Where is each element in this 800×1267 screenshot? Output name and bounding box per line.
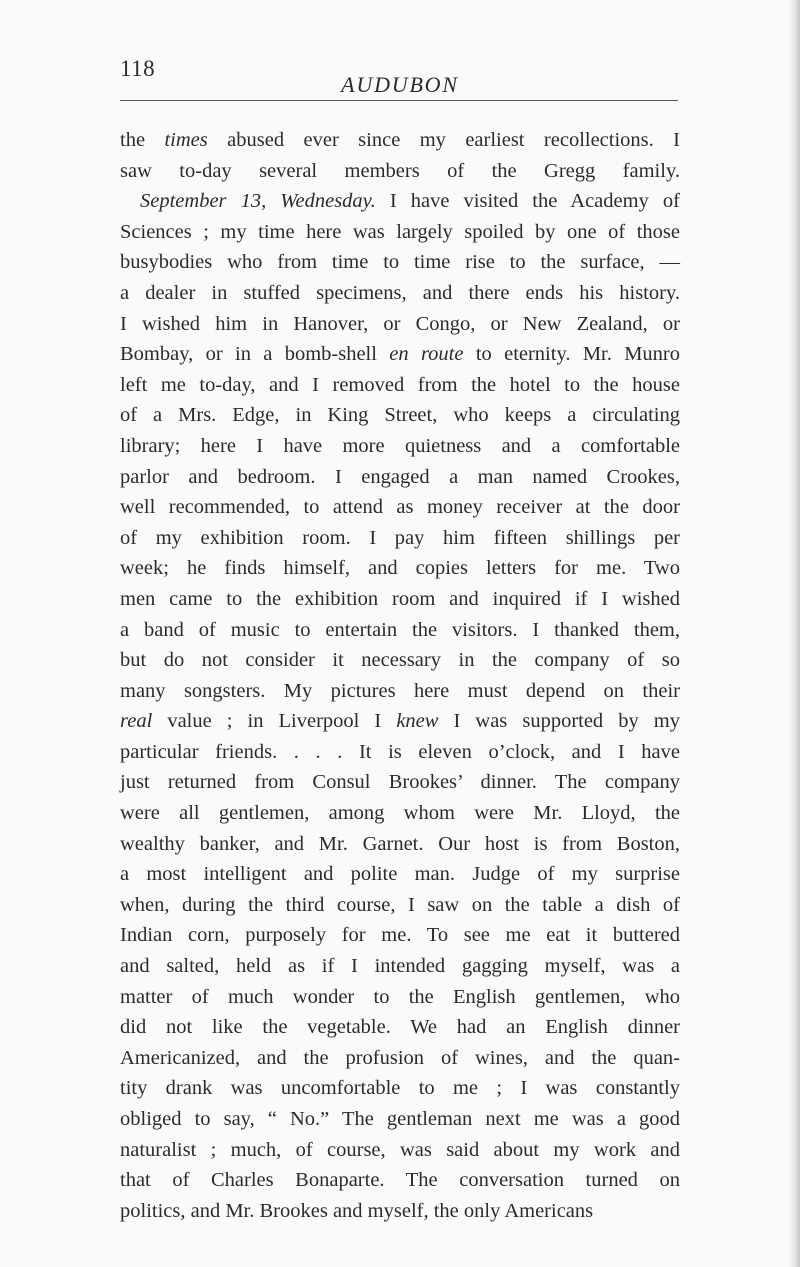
text-line bbox=[120, 309, 680, 340]
text-run: well recommended, to attend as money receiver at the door bbox=[120, 496, 680, 519]
text-run: men came to the exhibition room and inquired if I wished bbox=[120, 587, 680, 610]
text-line bbox=[120, 1043, 680, 1074]
text-run: of my exhibition room. I pay him fifteen shillings per bbox=[120, 526, 680, 549]
running-head: AUDUBON bbox=[341, 72, 459, 97]
body-text bbox=[120, 125, 680, 1226]
text-line bbox=[120, 615, 680, 646]
text-run: that of Charles Bonaparte. The conversation turned on bbox=[120, 1169, 680, 1192]
text-line bbox=[120, 186, 680, 217]
italic-phrase: September 13, Wednesday. bbox=[140, 190, 376, 213]
text-run: tity drank was uncomfortable to me ; I was constantly bbox=[120, 1077, 680, 1100]
italic-phrase: en route bbox=[389, 343, 464, 366]
text-run: did not like the vegetable. We had an English dinner bbox=[120, 1016, 680, 1039]
text-run: a most intelligent and polite man. Judge of my surprise bbox=[120, 863, 680, 886]
text-line bbox=[120, 951, 680, 982]
text-line bbox=[120, 247, 680, 278]
text-line bbox=[120, 1135, 680, 1166]
text-run: a dealer in stuffed specimens, and there ends his history. bbox=[120, 281, 680, 304]
text-line bbox=[120, 523, 680, 554]
text-line bbox=[120, 706, 680, 737]
italic-phrase: knew bbox=[396, 710, 439, 733]
italic-phrase: real bbox=[120, 710, 153, 733]
text-run: many songsters. My pictures here must depend on their bbox=[120, 679, 680, 702]
text-run: I wished him in Hanover, or Congo, or New Zealand, or bbox=[120, 312, 680, 335]
text-line bbox=[120, 767, 680, 798]
text-run: value ; in Liverpool I bbox=[152, 710, 397, 733]
text-run: parlor and bedroom. I engaged a man named Crookes, bbox=[120, 465, 680, 488]
text-run: and salted, held as if I intended gagging myself, was a bbox=[120, 955, 680, 978]
text-run: a band of music to entertain the visitors. I thanked them, bbox=[120, 618, 680, 641]
text-run: just returned from Consul Brookes’ dinner. The company bbox=[120, 771, 680, 794]
text-run: I have visited the Academy of bbox=[375, 190, 680, 213]
page-header bbox=[120, 50, 680, 100]
header-rule bbox=[120, 100, 678, 101]
text-line bbox=[120, 1073, 680, 1104]
text-line bbox=[120, 1196, 680, 1227]
text-line bbox=[120, 278, 680, 309]
text-run: wealthy banker, and Mr. Garnet. Our host is from Boston, bbox=[120, 832, 680, 855]
text-run: matter of much wonder to the English gentlemen, who bbox=[120, 985, 680, 1008]
text-line bbox=[120, 431, 680, 462]
text-line bbox=[120, 890, 680, 921]
text-line bbox=[120, 1012, 680, 1043]
text-line bbox=[120, 492, 680, 523]
text-line bbox=[120, 982, 680, 1013]
text-line bbox=[120, 400, 680, 431]
page-edge-shadow bbox=[788, 0, 800, 1267]
text-run: Sciences ; my time here was largely spoiled by one of those bbox=[120, 220, 680, 243]
text-line bbox=[120, 920, 680, 951]
text-run: naturalist ; much, of course, was said about my work and bbox=[120, 1138, 680, 1161]
text-run: week; he finds himself, and copies letters for me. Two bbox=[120, 557, 680, 580]
text-run: Bombay, or in a bomb-shell bbox=[120, 343, 390, 366]
text-run: were all gentlemen, among whom were Mr. Lloyd, the bbox=[120, 802, 680, 825]
text-line bbox=[120, 737, 680, 768]
text-line bbox=[120, 645, 680, 676]
text-run: I was supported by my bbox=[438, 710, 680, 733]
text-run: the bbox=[120, 129, 165, 151]
text-run: Americanized, and the profusion of wines, and the quan- bbox=[120, 1046, 680, 1069]
text-run: to eternity. Mr. Munro bbox=[463, 343, 681, 366]
text-run: when, during the third course, I saw on the table a dish of bbox=[120, 893, 680, 916]
text-run: busybodies who from time to time rise to the surface, — bbox=[120, 251, 680, 274]
page-number: 118 bbox=[120, 56, 156, 81]
text-run: of a Mrs. Edge, in King Street, who keeps a circulating bbox=[120, 404, 680, 427]
text-line bbox=[120, 370, 680, 401]
text-run: library; here I have more quietness and a comfortable bbox=[120, 434, 680, 457]
italic-phrase: times bbox=[164, 129, 208, 151]
text-line bbox=[120, 125, 680, 156]
text-run: left me to-day, and I removed from the hotel to the house bbox=[120, 373, 680, 396]
text-line bbox=[120, 798, 680, 829]
text-line bbox=[120, 553, 680, 584]
text-line bbox=[120, 1104, 680, 1135]
text-line bbox=[120, 462, 680, 493]
text-line bbox=[120, 829, 680, 860]
text-run: politics, and Mr. Brookes and myself, the only Americans bbox=[120, 1199, 594, 1222]
text-line bbox=[120, 859, 680, 890]
text-run: particular friends. . . . It is eleven o’clock, and I have bbox=[120, 740, 680, 763]
text-line bbox=[120, 339, 680, 370]
text-run: Indian corn, purposely for me. To see me eat it buttered bbox=[120, 924, 680, 947]
text-line bbox=[120, 1165, 680, 1196]
text-run: obliged to say, “ No.” The gentleman next me was a good bbox=[120, 1108, 680, 1130]
text-line bbox=[120, 584, 680, 615]
text-line bbox=[120, 156, 680, 187]
text-run: abused ever since my earliest recollections. I bbox=[207, 129, 681, 151]
text-line bbox=[120, 676, 680, 707]
text-run: but do not consider it necessary in the company of so bbox=[120, 649, 680, 672]
text-run: saw to-day several members of the Gregg family. bbox=[120, 159, 680, 182]
text-line bbox=[120, 217, 680, 248]
